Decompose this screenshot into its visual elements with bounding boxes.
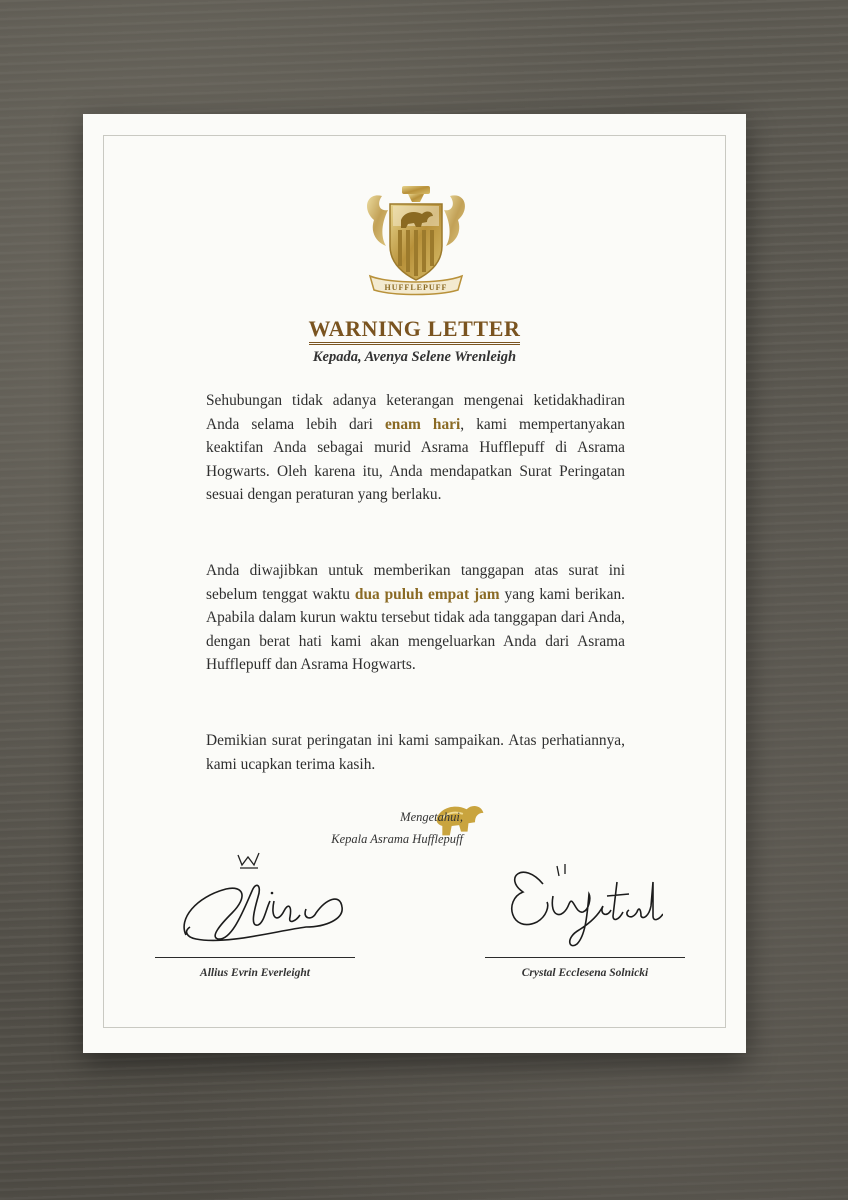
signatory-right-name: Crystal Ecclesena Solnicki bbox=[521, 967, 649, 979]
signature-line-left bbox=[155, 957, 355, 958]
signature-left-mark bbox=[166, 839, 356, 954]
signature-line-right bbox=[485, 957, 685, 958]
hufflepuff-crest-icon bbox=[356, 180, 476, 300]
letter-title: WARNING LETTER bbox=[83, 316, 746, 342]
acknowledged-label: Mengetahui, bbox=[400, 810, 463, 824]
head-of-house-title: Kepala Asrama Hufflepuff bbox=[331, 832, 463, 846]
highlight-deadline: dua puluh empat jam bbox=[354, 585, 500, 603]
svg-text:HUFFLEPUFF: HUFFLEPUFF bbox=[384, 283, 448, 292]
paragraph-3: Demikian surat peringatan ini kami sampaikan. Atas perhatiannya, kami ucapkan terima kasih. bbox=[206, 732, 625, 773]
paragraph-1: Sehubungan tidak adanya keterangan mengenai ketidakhadiran Anda selama lebih dari enam hari, kami mempertanyakan keaktifan Anda sebagai murid Asrama Hufflepuff di Asrama Hogwarts. Oleh karena itu, Anda mendapatkan Surat Peringatan sesuai dengan peraturan yang berlaku. bbox=[206, 392, 625, 504]
highlight-duration: enam hari bbox=[384, 415, 461, 433]
signatory-left-name: Allius Evrin Everleight bbox=[200, 967, 310, 979]
paragraph-2: Anda diwajibkan untuk memberikan tanggapan atas surat ini sebelum tenggat waktu dua puluh empat jam yang kami berikan. Apabila dalam kurun waktu tersebut tidak ada tanggapan dari Anda, dengan berat hati kami akan mengeluarkan Anda dari Asrama Hufflepuff dan Asrama Hogwarts. bbox=[206, 562, 625, 674]
letter-paper bbox=[83, 114, 746, 1053]
signature-right-mark bbox=[503, 854, 663, 949]
recipient-line: Kepada, Avenya Selene Wrenleigh bbox=[312, 349, 517, 365]
